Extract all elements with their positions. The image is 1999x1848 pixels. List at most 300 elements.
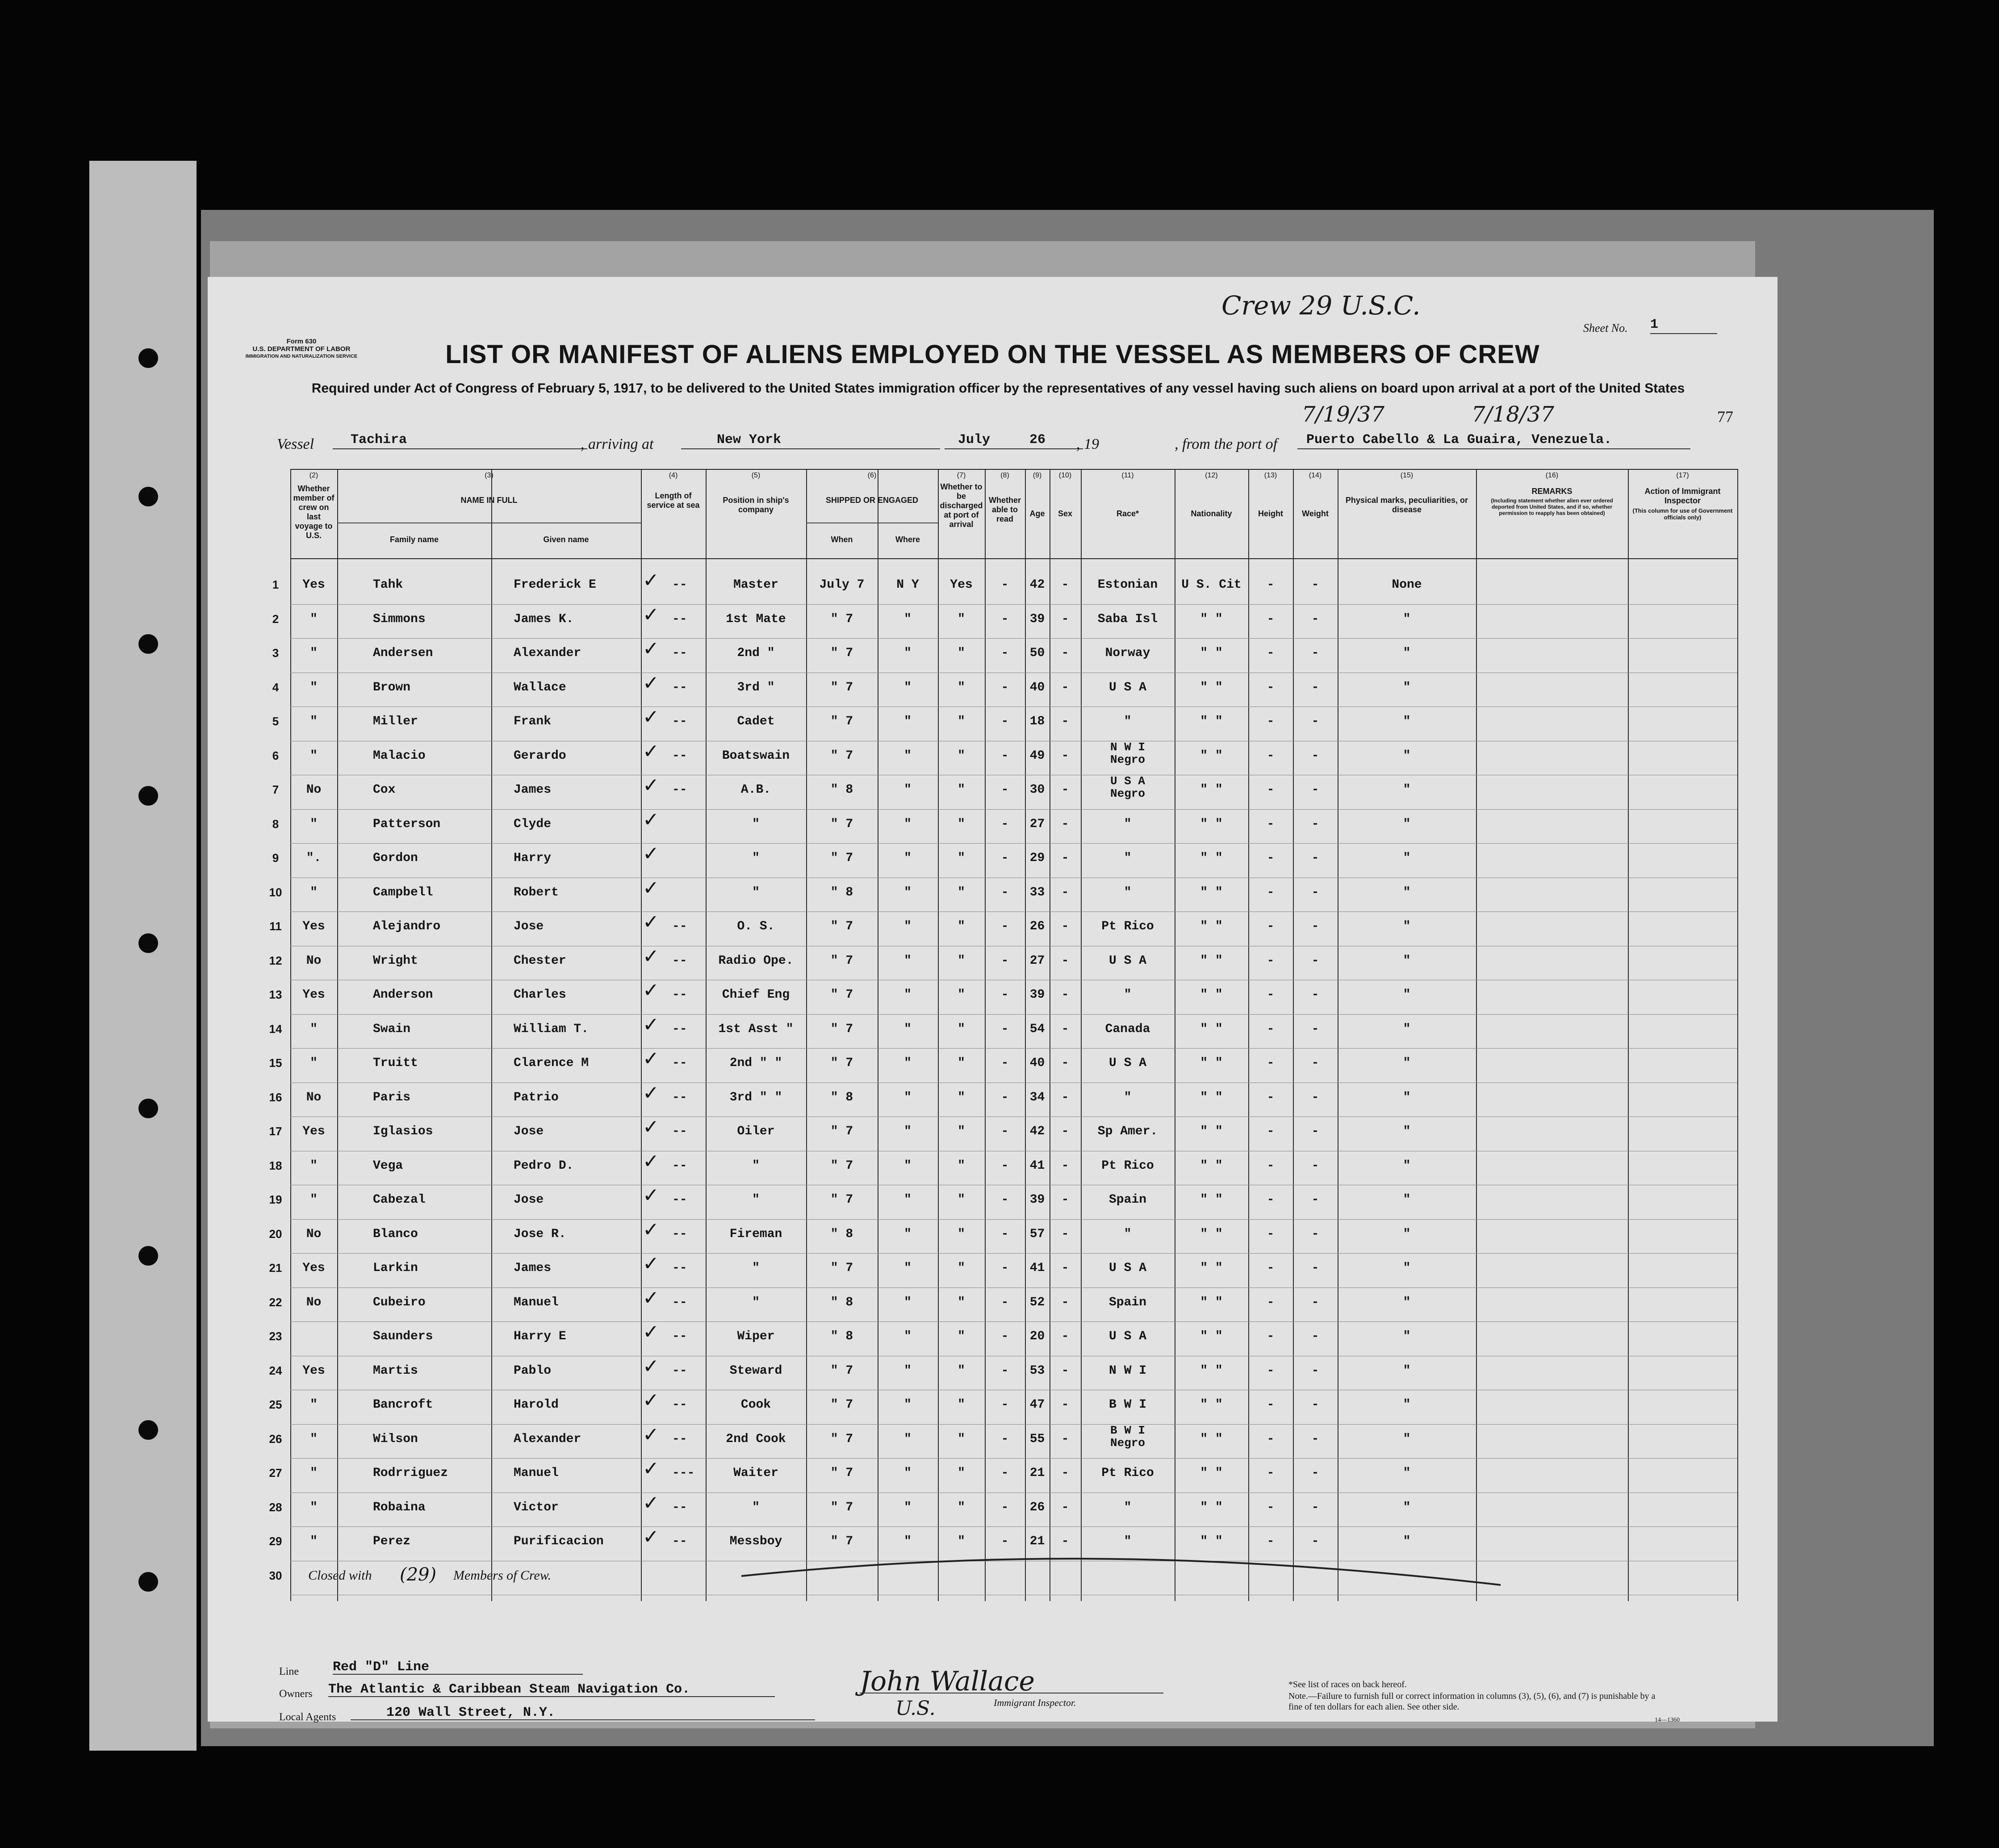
cell-physical: " [1403, 612, 1411, 626]
owners-value: The Atlantic & Caribbean Steam Navigation Co. [328, 1682, 775, 1697]
row-number: 23 [269, 1330, 282, 1343]
cell-prev-voyage: Yes [302, 1363, 325, 1378]
cell-height: - [1267, 1500, 1275, 1514]
cell-height: - [1267, 1022, 1275, 1036]
cell-race: Canada [1105, 1022, 1150, 1036]
cell-sex: - [1061, 783, 1069, 797]
from-port-label: , from the port of [1175, 436, 1278, 452]
cell-race: " [1124, 1500, 1132, 1514]
cell-family-name: Truitt [373, 1056, 418, 1070]
cell-prev-voyage: No [306, 1295, 322, 1309]
cell-where: " [904, 715, 912, 728]
cell-age: 53 [1029, 1363, 1045, 1378]
check-mark-icon: ✓ [643, 876, 659, 899]
cell-race: U S A [1108, 1056, 1146, 1070]
cell-length-service: -- [672, 715, 687, 728]
cell-position: 1st Mate [726, 612, 786, 626]
cell-weight: - [1311, 817, 1319, 831]
cell-discharged: " [958, 680, 965, 694]
cell-physical: " [1403, 1330, 1411, 1343]
header-family-name: Family name [389, 535, 439, 544]
check-mark-icon: ✓ [643, 1286, 659, 1309]
cell-able-read: - [1001, 1363, 1009, 1378]
cell-height: - [1267, 1090, 1275, 1104]
column-number: (11) [1121, 472, 1134, 479]
cell-given-name: Manuel [514, 1466, 559, 1480]
cell-when: " 7 [830, 1398, 853, 1412]
cell-able-read: - [1001, 988, 1009, 1002]
cell-able-read: - [1001, 612, 1009, 626]
cell-prev-voyage: " [310, 680, 318, 694]
cell-weight: - [1311, 1193, 1319, 1207]
header-given-name: Given name [543, 535, 589, 544]
binder-hole [138, 487, 158, 506]
cell-race: Spain [1108, 1193, 1146, 1207]
cell-race: B W I [1108, 1398, 1146, 1412]
cell-length-service: -- [672, 1193, 687, 1207]
cell-when: " 8 [830, 1090, 853, 1104]
header-weight: Weight [1302, 509, 1329, 518]
cell-able-read: - [1001, 1466, 1009, 1480]
cell-given-name: James [514, 1261, 552, 1275]
header-remarks: REMARKS [1531, 487, 1572, 496]
cell-length-service: -- [672, 612, 687, 626]
cell-physical: " [1403, 1056, 1411, 1070]
cell-when: " 7 [830, 1534, 853, 1548]
cell-prev-voyage: Yes [302, 578, 325, 592]
cell-able-read: - [1001, 1125, 1009, 1138]
cell-sex: - [1061, 612, 1069, 626]
cell-length-service: -- [672, 1090, 687, 1104]
cell-when: " 8 [830, 1295, 853, 1309]
column-rule [1737, 469, 1738, 1601]
cell-age: 18 [1029, 715, 1045, 728]
cell-sex: - [1061, 1295, 1069, 1309]
cell-height: - [1267, 1295, 1275, 1309]
cell-position: Oiler [737, 1125, 775, 1138]
header-member-last-voyage: Whether member of crew on last voyage to U.S. [293, 484, 335, 540]
row-rule [290, 1048, 1737, 1049]
cell-weight: - [1311, 953, 1319, 968]
cell-given-name: Jose [514, 1125, 544, 1138]
check-mark-icon: ✓ [643, 1081, 659, 1104]
binder-hole [138, 348, 158, 368]
line-value: Red "D" Line [333, 1660, 583, 1675]
cell-weight: - [1311, 578, 1319, 592]
cell-able-read: - [1001, 885, 1009, 899]
cell-discharged: " [958, 646, 965, 660]
cell-sex: - [1061, 1534, 1069, 1548]
cell-discharged: " [958, 1125, 965, 1138]
cell-able-read: - [1001, 817, 1009, 831]
column-number: (3) [485, 472, 493, 479]
cell-given-name: Pablo [514, 1363, 552, 1378]
cell-able-read: - [1001, 1500, 1009, 1514]
cell-family-name: Wright [373, 953, 418, 968]
arrival-port: New York [681, 432, 940, 449]
row-rule [290, 604, 1737, 605]
cell-physical: " [1403, 1500, 1411, 1514]
cell-discharged: " [958, 715, 965, 728]
cell-family-name: Malacio [373, 748, 426, 763]
row-rule [290, 1526, 1737, 1527]
cell-height: - [1267, 1193, 1275, 1207]
row-number: 22 [269, 1295, 282, 1309]
cell-given-name: James K. [514, 612, 574, 626]
inspector-signature: John Wallace [860, 1666, 1035, 1697]
handwritten-crew-note: Crew 29 U.S.C. [1221, 290, 1421, 321]
cell-age: 20 [1029, 1330, 1045, 1343]
cell-position: " [752, 1295, 760, 1309]
header-race: Race* [1116, 509, 1139, 518]
cell-nationality: " " [1200, 612, 1223, 626]
cell-where: N Y [896, 578, 919, 592]
row-number: 20 [269, 1227, 282, 1241]
row-number: 28 [269, 1500, 282, 1514]
cell-age: 39 [1029, 1193, 1045, 1207]
cell-race: Saba Isl [1097, 612, 1158, 626]
cell-able-read: - [1001, 1227, 1009, 1241]
row-number: 12 [269, 953, 282, 967]
cell-able-read: - [1001, 680, 1009, 694]
cell-discharged: " [958, 920, 965, 933]
header-shipped-engaged: SHIPPED OR ENGAGED [825, 496, 919, 505]
cell-sex: - [1061, 1398, 1069, 1412]
cell-nationality: " " [1200, 885, 1223, 899]
header-bottom-rule [290, 558, 1737, 559]
cell-nationality: " " [1200, 1398, 1223, 1412]
manifest-sheet [208, 277, 1777, 1722]
cell-discharged: " [958, 1227, 965, 1241]
header-nationality: Nationality [1191, 509, 1232, 518]
cell-physical: " [1403, 1158, 1411, 1173]
cell-where: " [904, 1227, 912, 1241]
cell-length-service: -- [672, 748, 687, 763]
header-position: Position in ship's company [723, 496, 789, 514]
check-mark-icon: ✓ [643, 1389, 659, 1412]
cell-weight: - [1311, 988, 1319, 1002]
cell-when: " 7 [830, 1022, 853, 1036]
cell-prev-voyage: " [310, 1398, 318, 1412]
cell-physical: " [1403, 1432, 1411, 1446]
row-number: 2 [272, 612, 279, 626]
cell-where: " [904, 817, 912, 831]
row-number: 25 [269, 1398, 282, 1411]
cell-discharged: " [958, 817, 965, 831]
cell-height: - [1267, 1330, 1275, 1343]
binder-hole [138, 933, 158, 953]
cell-length-service: -- [672, 1261, 687, 1275]
cell-where: " [904, 1056, 912, 1070]
cell-family-name: Robaina [373, 1500, 426, 1514]
cell-given-name: Wallace [514, 680, 566, 694]
cell-where: " [904, 988, 912, 1002]
cell-weight: - [1311, 646, 1319, 660]
cell-where: " [904, 1193, 912, 1207]
cell-family-name: Simmons [373, 612, 426, 626]
cell-given-name: Pedro D. [514, 1158, 574, 1173]
cell-able-read: - [1001, 1534, 1009, 1548]
check-mark-icon: ✓ [643, 1355, 659, 1378]
cell-height: - [1267, 1398, 1275, 1412]
cell-prev-voyage: " [310, 1466, 318, 1480]
cell-prev-voyage: No [306, 783, 322, 797]
cell-age: 55 [1029, 1432, 1045, 1446]
row-number: 10 [269, 885, 282, 899]
header-discharged: Whether to be discharged at port of arrival [940, 482, 983, 529]
cell-family-name: Patterson [373, 817, 441, 831]
owners-label: Owners [279, 1688, 313, 1700]
binder-hole [138, 634, 158, 654]
cell-nationality: " " [1200, 1500, 1223, 1514]
cell-where: " [904, 1090, 912, 1104]
header-remarks-note: (Including statement whether alien ever ordered deported from United States, and if so, whether permission to reapply has been obtained) [1491, 498, 1613, 516]
binder-hole [138, 1420, 158, 1440]
cell-physical: " [1403, 988, 1411, 1002]
cell-when: " 7 [830, 612, 853, 626]
cell-length-service: -- [672, 1227, 687, 1241]
cell-height: - [1267, 578, 1275, 592]
cell-height: - [1267, 748, 1275, 763]
cell-when: " 7 [830, 1500, 853, 1514]
cell-position: 1st Asst " [718, 1022, 794, 1036]
closing-suffix: Members of Crew. [453, 1568, 552, 1583]
cell-sex: - [1061, 1500, 1069, 1514]
cell-where: " [904, 1363, 912, 1378]
row-number: 3 [272, 646, 279, 660]
column-number: (16) [1545, 472, 1559, 479]
cell-physical: " [1403, 1227, 1411, 1241]
cell-when: " 7 [830, 1125, 853, 1138]
header-sex: Sex [1058, 509, 1073, 518]
column-number: (12) [1205, 472, 1218, 479]
cell-given-name: Harry [514, 851, 552, 865]
cell-sex: - [1061, 748, 1069, 763]
cell-prev-voyage: No [306, 1227, 322, 1241]
cell-physical: " [1403, 1193, 1411, 1207]
cell-prev-voyage: Yes [302, 988, 325, 1002]
cell-prev-voyage: " [310, 885, 318, 899]
cell-position: " [752, 885, 760, 899]
cell-weight: - [1311, 1056, 1319, 1070]
cell-race: N W I [1108, 1363, 1146, 1378]
cell-sex: - [1061, 885, 1069, 899]
cell-race: Norway [1105, 646, 1150, 660]
cell-sex: - [1061, 1125, 1069, 1138]
cell-position: A.B. [740, 783, 771, 797]
cell-able-read: - [1001, 1432, 1009, 1446]
cell-height: - [1267, 1158, 1275, 1173]
cell-nationality: " " [1200, 1432, 1223, 1446]
cell-nationality: " " [1200, 953, 1223, 968]
cell-age: 21 [1029, 1466, 1045, 1480]
line-label: Line [279, 1666, 299, 1677]
check-mark-icon: ✓ [643, 911, 659, 933]
check-mark-icon: ✓ [643, 842, 659, 865]
cell-given-name: Harry E [514, 1330, 566, 1343]
cell-when: July 7 [819, 578, 865, 592]
cell-family-name: Perez [373, 1534, 411, 1548]
cell-given-name: Jose R. [514, 1227, 566, 1241]
cell-physical: " [1403, 1398, 1411, 1412]
cell-discharged: " [958, 1363, 965, 1378]
column-number: (2) [309, 472, 318, 479]
cell-when: " 7 [830, 1432, 853, 1446]
check-mark-icon: ✓ [643, 1423, 659, 1446]
cell-sex: - [1061, 1261, 1069, 1275]
cell-prev-voyage: " [310, 1432, 318, 1446]
cell-discharged: " [958, 1432, 965, 1446]
cell-length-service: -- [672, 920, 687, 933]
check-mark-icon: ✓ [643, 1013, 659, 1036]
cell-discharged: " [958, 1534, 965, 1548]
cell-race: " [1124, 885, 1132, 899]
page-number: 77 [1717, 408, 1733, 426]
header-when: When [831, 535, 853, 544]
cell-family-name: Vega [373, 1158, 403, 1173]
check-mark-icon: ✓ [643, 603, 659, 626]
cell-age: 49 [1029, 748, 1045, 763]
column-number: (4) [669, 472, 678, 479]
cell-where: " [904, 1432, 912, 1446]
header-name-in-full: NAME IN FULL [460, 496, 518, 505]
cell-physical: " [1403, 1466, 1411, 1480]
cell-height: - [1267, 1261, 1275, 1275]
binder-hole [138, 1572, 158, 1592]
cell-nationality: " " [1200, 1158, 1223, 1173]
cell-length-service: -- [672, 1125, 687, 1138]
header-physical-marks: Physical marks, peculiarities, or disease [1345, 496, 1468, 514]
cell-prev-voyage: " [310, 1158, 318, 1173]
departure-port: Puerto Cabello & La Guaira, Venezuela. [1297, 432, 1690, 449]
cell-prev-voyage: " [310, 1534, 318, 1548]
cell-age: 42 [1029, 1125, 1045, 1138]
cell-race: Pt Rico [1101, 1466, 1154, 1480]
check-mark-icon: ✓ [643, 740, 659, 763]
cell-when: " 7 [830, 1158, 853, 1173]
cell-length-service: -- [672, 953, 687, 968]
check-mark-icon: ✓ [643, 1047, 659, 1070]
cell-length-service: -- [672, 783, 687, 797]
cell-position: Cadet [737, 715, 775, 728]
header-action-note: (This column for use of Government officials only) [1632, 507, 1733, 521]
row-number: 18 [269, 1158, 282, 1172]
cell-family-name: Tahk [373, 578, 403, 592]
cell-position: " [752, 1158, 760, 1173]
cell-height: - [1267, 715, 1275, 728]
cell-race: U S A [1108, 1261, 1146, 1275]
cell-weight: - [1311, 783, 1319, 797]
cell-race: N W I Negro [1110, 740, 1145, 766]
cell-given-name: Alexander [514, 1432, 581, 1446]
check-mark-icon: ✓ [643, 671, 659, 694]
cell-when: " 7 [830, 646, 853, 660]
row-number: 14 [269, 1022, 282, 1036]
cell-nationality: " " [1200, 1022, 1223, 1036]
sheet-no-label: Sheet No. [1583, 322, 1628, 334]
cell-position: 2nd " [737, 646, 775, 660]
cell-able-read: - [1001, 578, 1009, 592]
cell-where: " [904, 1022, 912, 1036]
handwritten-date-1: 7/19/37 [1302, 402, 1385, 427]
row-number: 11 [269, 920, 282, 933]
cell-position: 3rd " " [729, 1090, 782, 1104]
cell-physical: " [1403, 715, 1411, 728]
arrival-month: July [945, 432, 1016, 449]
row-rule [290, 911, 1737, 912]
cell-length-service: -- [672, 1534, 687, 1548]
row-rule [290, 809, 1737, 810]
column-rule [641, 469, 642, 1601]
cell-where: " [904, 885, 912, 899]
cell-weight: - [1311, 1022, 1319, 1036]
row-rule [290, 1014, 1737, 1015]
cell-position: Radio Ope. [718, 953, 794, 968]
cell-given-name: Gerardo [514, 748, 566, 763]
cell-sex: - [1061, 817, 1069, 831]
cell-height: - [1267, 646, 1275, 660]
cell-able-read: - [1001, 1193, 1009, 1207]
cell-when: " 8 [830, 885, 853, 899]
sheet-no-value: 1 [1650, 317, 1717, 334]
cell-position: Master [733, 578, 778, 592]
cell-height: - [1267, 1466, 1275, 1480]
row-number: 17 [269, 1125, 282, 1138]
cell-prev-voyage: " [310, 1193, 318, 1207]
header-top-rule [290, 469, 1737, 470]
column-rule [1628, 469, 1629, 1601]
cell-discharged: " [958, 612, 965, 626]
cell-sex: - [1061, 1193, 1069, 1207]
column-rule [491, 523, 492, 558]
column-number: (7) [957, 472, 966, 479]
arriving-label: , arriving at [581, 436, 654, 452]
cell-sex: - [1061, 1330, 1069, 1343]
cell-physical: " [1403, 1261, 1411, 1275]
cell-prev-voyage: Yes [302, 920, 325, 933]
cell-where: " [904, 646, 912, 660]
cell-family-name: Cubeiro [373, 1295, 426, 1309]
cell-age: 41 [1029, 1261, 1045, 1275]
row-number: 15 [269, 1056, 282, 1070]
cell-nationality: " " [1200, 646, 1223, 660]
cell-able-read: - [1001, 646, 1009, 660]
column-rule [337, 469, 338, 1601]
cell-when: " 8 [830, 1227, 853, 1241]
cell-height: - [1267, 817, 1275, 831]
form-number: Form 630 [286, 338, 317, 345]
cell-family-name: Brown [373, 680, 411, 694]
cell-sex: - [1061, 851, 1069, 865]
column-rule [491, 469, 492, 1601]
cell-race: U S A Negro [1110, 774, 1145, 800]
cell-prev-voyage: No [306, 1090, 322, 1104]
cell-race: Pt Rico [1101, 1158, 1154, 1173]
cell-prev-voyage: Yes [302, 1125, 325, 1138]
column-number: (6) [867, 472, 877, 479]
cell-prev-voyage: " [310, 1056, 318, 1070]
cell-family-name: Andersen [373, 646, 433, 660]
cell-when: " 7 [830, 1056, 853, 1070]
cell-physical: " [1403, 1090, 1411, 1104]
cell-discharged: " [958, 1466, 965, 1480]
races-note: *See list of races on back hereof. [1288, 1680, 1407, 1689]
cell-discharged: " [958, 1193, 965, 1207]
cell-where: " [904, 1261, 912, 1275]
cell-given-name: Charles [514, 988, 566, 1002]
cell-height: - [1267, 1125, 1275, 1138]
cell-physical: " [1403, 920, 1411, 933]
